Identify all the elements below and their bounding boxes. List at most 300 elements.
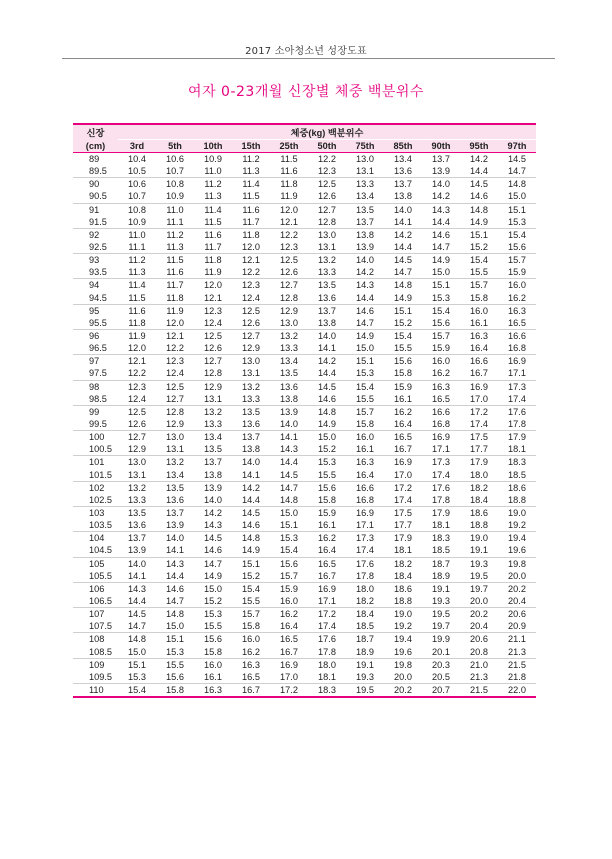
height-cell: 89.5 bbox=[73, 165, 118, 178]
weight-cell: 16.4 bbox=[346, 469, 384, 482]
weight-cell: 19.3 bbox=[422, 595, 460, 608]
weight-cell: 15.9 bbox=[318, 508, 336, 518]
height-cell: 93.5 bbox=[73, 266, 118, 279]
weight-cell: 15.1 bbox=[128, 659, 146, 670]
weight-cell: 20.1 bbox=[422, 645, 460, 658]
weight-cell: 14.4 bbox=[232, 494, 270, 507]
weight-cell: 13.6 bbox=[232, 418, 270, 431]
weight-cell: 13.9 bbox=[118, 544, 156, 557]
weight-cell: 11.6 bbox=[156, 266, 194, 279]
weight-cell: 13.8 bbox=[194, 469, 232, 482]
table-row bbox=[73, 165, 536, 178]
weight-cell: 17.1 bbox=[422, 443, 460, 456]
weight-cell: 11.7 bbox=[166, 280, 184, 291]
weight-cell: 12.1 bbox=[194, 292, 232, 305]
height-column-header: 신장 bbox=[73, 124, 118, 140]
weight-cell: 15.9 bbox=[498, 266, 536, 279]
weight-cell: 11.5 bbox=[232, 190, 270, 203]
weight-cell: 10.8 bbox=[128, 204, 146, 215]
weight-cell: 16.5 bbox=[422, 393, 460, 406]
weight-cell: 13.8 bbox=[232, 443, 270, 456]
weight-cell: 14.9 bbox=[194, 570, 232, 583]
weight-cell: 15.4 bbox=[470, 255, 488, 266]
weight-cell: 15.3 bbox=[346, 367, 384, 380]
weight-cell: 16.9 bbox=[432, 432, 450, 443]
weight-cell: 11.8 bbox=[242, 229, 260, 240]
weight-cell: 11.9 bbox=[194, 266, 232, 279]
weight-cell: 14.4 bbox=[346, 292, 384, 305]
weight-cell: 16.2 bbox=[318, 533, 336, 544]
weight-cell: 15.6 bbox=[394, 356, 412, 367]
weight-cell: 15.2 bbox=[308, 443, 346, 456]
weight-cell: 15.5 bbox=[384, 342, 422, 355]
weight-cell: 10.9 bbox=[118, 216, 156, 229]
weight-cell: 10.4 bbox=[128, 154, 146, 165]
weight-cell: 13.1 bbox=[118, 469, 156, 482]
weight-cell: 15.8 bbox=[156, 683, 194, 697]
weight-cell: 17.9 bbox=[432, 508, 450, 518]
weight-cell: 16.0 bbox=[470, 305, 488, 316]
weight-cell: 13.8 bbox=[308, 317, 346, 330]
weight-cell: 10.6 bbox=[128, 179, 146, 190]
weight-cell: 14.4 bbox=[308, 367, 346, 380]
height-cell: 100 bbox=[89, 432, 105, 443]
weight-cell: 18.3 bbox=[508, 457, 526, 468]
height-cell: 106.5 bbox=[73, 595, 118, 608]
weight-cell: 13.4 bbox=[280, 356, 298, 367]
weight-cell: 13.0 bbox=[318, 229, 336, 240]
weight-cell: 18.0 bbox=[356, 583, 374, 594]
weight-cell: 12.7 bbox=[242, 331, 260, 342]
table-row bbox=[73, 443, 536, 456]
weight-cell: 16.4 bbox=[308, 544, 346, 557]
weight-cell: 12.5 bbox=[128, 406, 146, 417]
percentile-header: 50th bbox=[308, 140, 346, 153]
weight-cell: 14.3 bbox=[432, 204, 450, 215]
weight-cell: 14.0 bbox=[128, 558, 146, 569]
weight-cell: 14.5 bbox=[318, 381, 336, 392]
table-row bbox=[73, 190, 536, 203]
table-row bbox=[73, 645, 536, 658]
weight-cell: 16.6 bbox=[432, 406, 450, 417]
height-cell: 109 bbox=[89, 659, 105, 670]
weight-cell: 19.5 bbox=[460, 570, 498, 583]
weight-cell: 19.5 bbox=[346, 683, 384, 697]
weight-cell: 16.3 bbox=[508, 305, 526, 316]
weight-cell: 18.2 bbox=[394, 558, 412, 569]
height-cell: 102 bbox=[89, 482, 105, 493]
height-cell: 98 bbox=[89, 381, 100, 392]
weight-cell: 14.9 bbox=[460, 216, 498, 229]
weight-cell: 13.1 bbox=[346, 165, 384, 178]
weight-cell: 14.2 bbox=[346, 266, 384, 279]
weight-cell: 12.0 bbox=[118, 342, 156, 355]
table-row bbox=[73, 216, 536, 229]
weight-cell: 19.4 bbox=[394, 634, 412, 645]
weight-cell: 21.8 bbox=[498, 671, 536, 684]
height-cell: 96 bbox=[89, 331, 100, 342]
weight-cell: 17.4 bbox=[346, 544, 384, 557]
weight-cell: 14.8 bbox=[508, 179, 526, 190]
weight-cell: 13.7 bbox=[128, 533, 146, 544]
weight-cell: 13.7 bbox=[432, 154, 450, 165]
weight-cell: 11.5 bbox=[280, 154, 298, 165]
weight-cell: 15.8 bbox=[384, 367, 422, 380]
weight-cell: 12.2 bbox=[232, 266, 270, 279]
weight-cell: 14.8 bbox=[242, 533, 260, 544]
weight-cell: 19.1 bbox=[356, 659, 374, 670]
weight-cell: 15.3 bbox=[422, 292, 460, 305]
weight-cell: 17.8 bbox=[498, 418, 536, 431]
weight-cell: 15.6 bbox=[318, 482, 336, 493]
weight-cell: 19.4 bbox=[508, 533, 526, 544]
weight-cell: 10.6 bbox=[166, 154, 184, 165]
weight-cell: 16.3 bbox=[470, 331, 488, 342]
weight-cell: 18.9 bbox=[346, 645, 384, 658]
weight-cell: 14.6 bbox=[232, 519, 270, 532]
weight-cell: 14.0 bbox=[194, 494, 232, 507]
weight-cell: 12.0 bbox=[156, 317, 194, 330]
weight-cell: 11.5 bbox=[118, 292, 156, 305]
height-cell: 95.5 bbox=[73, 317, 118, 330]
weight-cell: 16.0 bbox=[242, 634, 260, 645]
height-cell: 92 bbox=[89, 229, 100, 240]
weight-cell: 15.5 bbox=[166, 659, 184, 670]
weight-cell: 14.9 bbox=[232, 544, 270, 557]
weight-cell: 15.7 bbox=[508, 255, 526, 266]
weight-cell: 20.0 bbox=[498, 570, 536, 583]
table-row bbox=[73, 304, 536, 317]
weight-cell: 13.3 bbox=[118, 494, 156, 507]
weight-cell: 20.5 bbox=[422, 671, 460, 684]
weight-cell: 17.5 bbox=[394, 508, 412, 518]
weight-cell: 13.1 bbox=[156, 443, 194, 456]
weight-cell: 16.1 bbox=[194, 671, 232, 684]
weight-cell: 14.0 bbox=[166, 533, 184, 544]
weight-cell: 14.8 bbox=[270, 494, 308, 507]
weight-cell: 13.5 bbox=[128, 508, 146, 518]
table-row bbox=[73, 620, 536, 633]
table-row bbox=[73, 317, 536, 330]
weight-cell: 11.3 bbox=[118, 266, 156, 279]
table-row bbox=[73, 481, 536, 494]
weight-cell: 13.4 bbox=[346, 190, 384, 203]
weight-cell: 14.1 bbox=[308, 342, 346, 355]
weight-cell: 11.6 bbox=[128, 305, 146, 316]
weight-cell: 14.6 bbox=[356, 305, 374, 316]
weight-cell: 13.3 bbox=[232, 393, 270, 406]
weight-cell: 15.7 bbox=[270, 570, 308, 583]
weight-cell: 15.9 bbox=[394, 381, 412, 392]
weight-cell: 11.1 bbox=[156, 216, 194, 229]
table-row bbox=[73, 203, 536, 216]
weight-cell: 12.6 bbox=[194, 342, 232, 355]
height-cell: 96.5 bbox=[73, 342, 118, 355]
height-cell: 95 bbox=[89, 305, 100, 316]
height-cell: 97.5 bbox=[73, 367, 118, 380]
height-cell: 104.5 bbox=[73, 544, 118, 557]
weight-cell: 12.2 bbox=[156, 342, 194, 355]
percentile-header: 10th bbox=[194, 140, 232, 153]
weight-cell: 12.4 bbox=[232, 292, 270, 305]
weight-cell: 15.7 bbox=[470, 280, 488, 291]
weight-cell: 14.6 bbox=[460, 190, 498, 203]
height-cell: 91 bbox=[89, 204, 100, 215]
weight-cell: 15.0 bbox=[156, 620, 194, 633]
weight-cell: 12.2 bbox=[118, 367, 156, 380]
weight-cell: 14.1 bbox=[232, 469, 270, 482]
weight-cell: 14.0 bbox=[270, 418, 308, 431]
weight-cell: 13.6 bbox=[308, 292, 346, 305]
weight-cell: 19.0 bbox=[394, 609, 412, 620]
weight-cell: 14.3 bbox=[166, 558, 184, 569]
weight-cell: 14.4 bbox=[384, 241, 422, 254]
weight-cell: 17.1 bbox=[308, 595, 346, 608]
weight-cell: 18.2 bbox=[470, 482, 488, 493]
weight-cell: 14.2 bbox=[242, 482, 260, 493]
weight-cell: 12.1 bbox=[128, 356, 146, 367]
weight-cell: 13.0 bbox=[166, 432, 184, 443]
weight-cell: 16.1 bbox=[346, 443, 384, 456]
height-cell: 105.5 bbox=[73, 570, 118, 583]
weight-cell: 11.9 bbox=[128, 331, 146, 342]
weight-cell: 13.0 bbox=[356, 154, 374, 165]
weight-cell: 16.7 bbox=[270, 645, 308, 658]
weight-cell: 19.0 bbox=[470, 533, 488, 544]
table-row bbox=[73, 469, 536, 482]
weight-cell: 15.5 bbox=[346, 393, 384, 406]
weight-cell: 13.0 bbox=[242, 356, 260, 367]
weight-cell: 15.7 bbox=[432, 331, 450, 342]
weight-cell: 13.3 bbox=[308, 266, 346, 279]
weight-cell: 12.1 bbox=[270, 216, 308, 229]
weight-cell: 15.9 bbox=[280, 583, 298, 594]
weight-cell: 17.4 bbox=[498, 393, 536, 406]
weight-cell: 14.2 bbox=[422, 190, 460, 203]
weight-cell: 16.0 bbox=[270, 595, 308, 608]
weight-cell: 15.2 bbox=[460, 241, 498, 254]
weight-cell: 15.8 bbox=[232, 620, 270, 633]
weight-cell: 13.3 bbox=[270, 342, 308, 355]
weight-cell: 18.5 bbox=[346, 620, 384, 633]
weight-cell: 15.0 bbox=[280, 508, 298, 518]
weight-cell: 20.4 bbox=[460, 620, 498, 633]
weight-cell: 16.6 bbox=[356, 482, 374, 493]
weight-cell: 20.2 bbox=[508, 583, 526, 594]
weight-cell: 16.3 bbox=[242, 659, 260, 670]
weight-cell: 17.6 bbox=[432, 482, 450, 493]
height-cell: 90 bbox=[89, 179, 100, 190]
weight-cell: 13.8 bbox=[270, 393, 308, 406]
weight-cell: 17.7 bbox=[460, 443, 498, 456]
weight-cell: 18.0 bbox=[318, 659, 336, 670]
weight-cell: 17.9 bbox=[470, 457, 488, 468]
weight-cell: 15.1 bbox=[508, 204, 526, 215]
weight-cell: 17.2 bbox=[270, 683, 308, 697]
weight-cell: 16.0 bbox=[204, 659, 222, 670]
weight-cell: 15.9 bbox=[422, 342, 460, 355]
weight-cell: 11.9 bbox=[270, 190, 308, 203]
table-row bbox=[73, 683, 536, 697]
weight-cell: 15.6 bbox=[280, 558, 298, 569]
weight-cell: 16.9 bbox=[318, 583, 336, 594]
weight-cell: 15.0 bbox=[422, 266, 460, 279]
weight-cell: 13.7 bbox=[242, 432, 260, 443]
weight-cell: 13.7 bbox=[166, 508, 184, 518]
weight-cell: 14.9 bbox=[432, 255, 450, 266]
weight-cell: 13.2 bbox=[318, 255, 336, 266]
weight-cell: 15.6 bbox=[422, 317, 460, 330]
weight-cell: 13.7 bbox=[204, 457, 222, 468]
weight-cell: 14.2 bbox=[318, 356, 336, 367]
weight-cell: 11.0 bbox=[128, 229, 146, 240]
weight-cell: 14.9 bbox=[384, 292, 422, 305]
weight-cell: 12.3 bbox=[204, 305, 222, 316]
weight-cell: 16.5 bbox=[232, 671, 270, 684]
weight-cell: 15.6 bbox=[498, 241, 536, 254]
percentile-header: 5th bbox=[156, 140, 194, 153]
height-cell: 110 bbox=[73, 683, 118, 697]
table-row bbox=[73, 671, 536, 684]
weight-cell: 16.7 bbox=[384, 443, 422, 456]
weight-cell: 16.0 bbox=[432, 356, 450, 367]
height-cell: 104 bbox=[89, 533, 105, 544]
weight-cell: 14.6 bbox=[166, 583, 184, 594]
weight-cell: 15.0 bbox=[204, 583, 222, 594]
weight-cell: 15.5 bbox=[460, 266, 498, 279]
weight-cell: 16.1 bbox=[308, 519, 346, 532]
weight-cell: 13.5 bbox=[270, 367, 308, 380]
weight-cell: 18.8 bbox=[460, 519, 498, 532]
weight-cell: 13.7 bbox=[346, 216, 384, 229]
weight-cell: 14.7 bbox=[156, 595, 194, 608]
weight-cell: 14.0 bbox=[318, 331, 336, 342]
weight-cell: 12.5 bbox=[318, 179, 336, 190]
weight-cell: 16.2 bbox=[280, 609, 298, 620]
weight-cell: 19.2 bbox=[498, 519, 536, 532]
table-row bbox=[73, 380, 536, 393]
height-cell: 107 bbox=[89, 609, 105, 620]
table-row bbox=[73, 557, 536, 570]
weight-cell: 16.0 bbox=[356, 432, 374, 443]
weight-cell: 14.7 bbox=[498, 165, 536, 178]
percentile-header: 25th bbox=[270, 140, 308, 153]
weight-cell: 17.3 bbox=[508, 381, 526, 392]
weight-cell: 12.2 bbox=[280, 229, 298, 240]
weight-cell: 12.6 bbox=[270, 266, 308, 279]
weight-cell: 14.1 bbox=[280, 432, 298, 443]
weight-cell: 16.5 bbox=[394, 432, 412, 443]
height-cell: 107.5 bbox=[73, 620, 118, 633]
weight-cell: 15.4 bbox=[118, 683, 156, 697]
weight-cell: 14.6 bbox=[194, 544, 232, 557]
table-row bbox=[73, 178, 536, 191]
weight-cell: 13.9 bbox=[280, 406, 298, 417]
weight-cell: 16.2 bbox=[498, 292, 536, 305]
weight-cell: 13.2 bbox=[204, 406, 222, 417]
weight-cell: 11.2 bbox=[242, 154, 260, 165]
weight-cell: 14.5 bbox=[508, 154, 526, 165]
table-row bbox=[73, 494, 536, 507]
weight-cell: 12.0 bbox=[232, 241, 270, 254]
weight-cell: 11.2 bbox=[204, 179, 222, 190]
weight-cell: 19.3 bbox=[346, 671, 384, 684]
weight-cell: 14.6 bbox=[432, 229, 450, 240]
weight-cell: 16.3 bbox=[356, 457, 374, 468]
height-cell: 94.5 bbox=[73, 292, 118, 305]
weight-cell: 12.3 bbox=[308, 165, 346, 178]
weight-cell: 18.2 bbox=[346, 595, 384, 608]
page-header: 2017 소아청소년 성장도표 bbox=[245, 46, 367, 57]
weight-cell: 16.1 bbox=[460, 317, 498, 330]
weight-cell: 14.0 bbox=[356, 255, 374, 266]
weight-cell: 13.9 bbox=[156, 519, 194, 532]
weight-cell: 14.8 bbox=[166, 609, 184, 620]
weight-cell: 13.0 bbox=[128, 457, 146, 468]
height-cell: 106 bbox=[89, 583, 105, 594]
weight-cell: 14.2 bbox=[204, 508, 222, 518]
weight-cell: 13.6 bbox=[384, 165, 422, 178]
weight-cell: 14.9 bbox=[356, 331, 374, 342]
weight-cell: 12.5 bbox=[166, 381, 184, 392]
weight-cell: 17.6 bbox=[508, 406, 526, 417]
weight-cell: 14.5 bbox=[470, 179, 488, 190]
weight-cell: 17.9 bbox=[508, 432, 526, 443]
weight-cell: 13.3 bbox=[356, 179, 374, 190]
weight-cell: 19.1 bbox=[460, 544, 498, 557]
weight-cell: 21.0 bbox=[470, 659, 488, 670]
weight-cell: 18.3 bbox=[308, 683, 346, 697]
weight-cell: 15.1 bbox=[432, 280, 450, 291]
table-row bbox=[73, 633, 536, 646]
table-row bbox=[73, 544, 536, 557]
weight-cell: 12.7 bbox=[156, 393, 194, 406]
table-row bbox=[73, 292, 536, 305]
weight-cell: 18.0 bbox=[460, 469, 498, 482]
weight-cell: 19.0 bbox=[508, 508, 526, 518]
weight-cell: 13.5 bbox=[166, 482, 184, 493]
weight-cell: 12.6 bbox=[118, 418, 156, 431]
weight-cell: 12.7 bbox=[204, 356, 222, 367]
weight-cell: 22.0 bbox=[498, 683, 536, 697]
weight-cell: 17.5 bbox=[470, 432, 488, 443]
weight-cell: 17.0 bbox=[460, 393, 498, 406]
percentile-header: 3rd bbox=[118, 140, 156, 153]
weight-cell: 17.6 bbox=[356, 558, 374, 569]
weight-cell: 13.2 bbox=[128, 482, 146, 493]
weight-cell: 14.5 bbox=[204, 533, 222, 544]
weight-cell: 11.8 bbox=[156, 292, 194, 305]
weight-cell: 15.3 bbox=[280, 533, 298, 544]
table-row bbox=[73, 582, 536, 595]
weight-cell: 16.8 bbox=[346, 494, 384, 507]
weight-cell: 15.3 bbox=[118, 671, 156, 684]
table-row bbox=[73, 418, 536, 431]
weight-cell: 13.3 bbox=[194, 418, 232, 431]
weight-cell: 11.3 bbox=[156, 241, 194, 254]
weight-cell: 15.0 bbox=[498, 190, 536, 203]
weight-cell: 18.8 bbox=[384, 595, 422, 608]
weight-cell: 19.6 bbox=[384, 645, 422, 658]
weight-cell: 12.7 bbox=[128, 432, 146, 443]
weight-cell: 17.6 bbox=[318, 634, 336, 645]
weight-cell: 18.7 bbox=[432, 558, 450, 569]
weight-cell: 16.1 bbox=[384, 393, 422, 406]
weight-cell: 17.4 bbox=[460, 418, 498, 431]
weight-cell: 14.5 bbox=[128, 609, 146, 620]
weight-cell: 16.9 bbox=[470, 381, 488, 392]
weight-cell: 17.4 bbox=[308, 620, 346, 633]
